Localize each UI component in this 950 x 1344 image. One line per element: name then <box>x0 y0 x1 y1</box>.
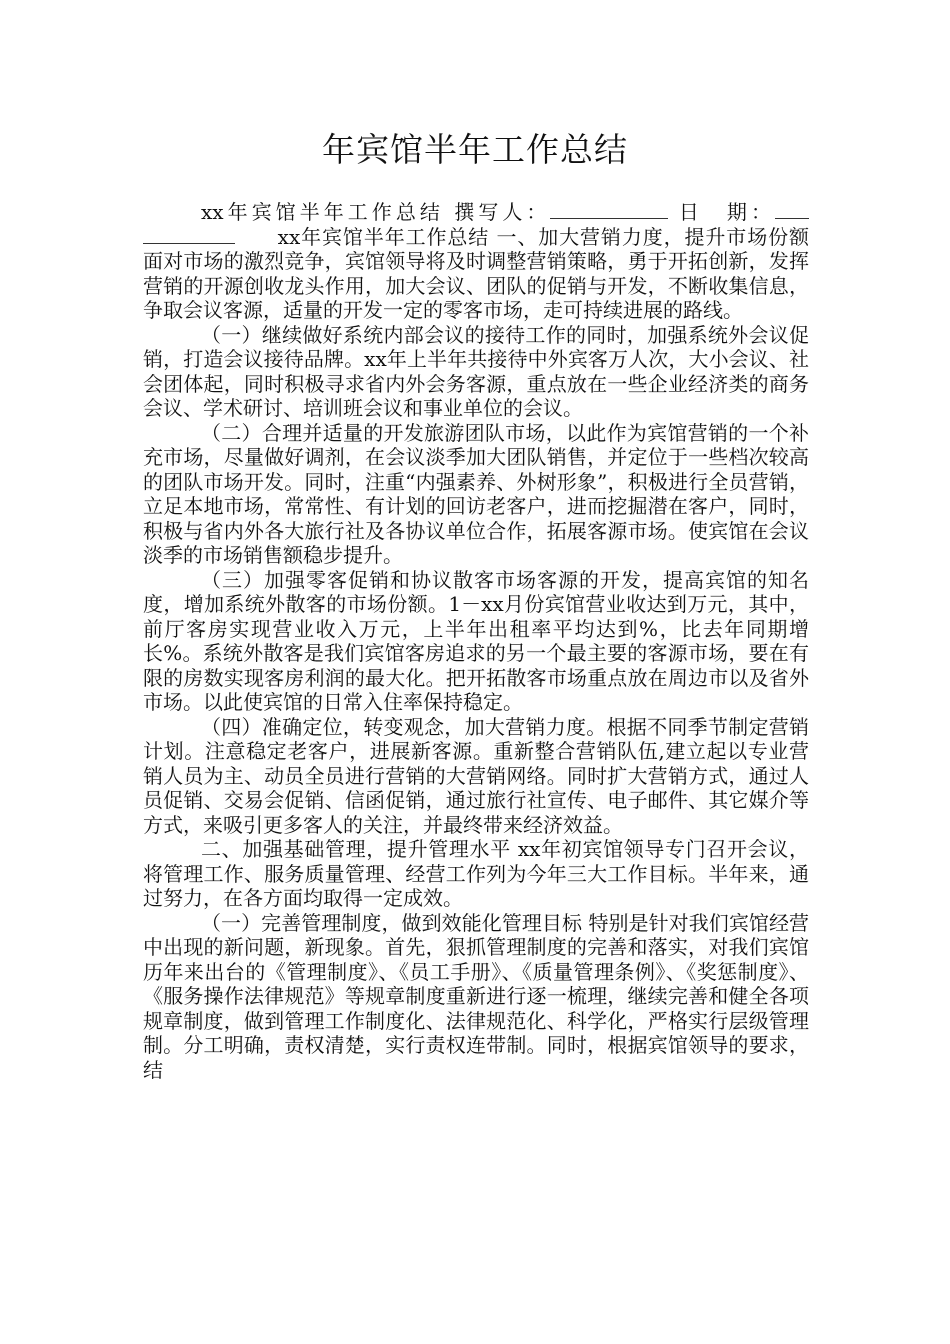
date-blank-continued <box>143 227 235 244</box>
date-label: 日 期： <box>668 200 776 224</box>
intro-text: xx年宾馆半年工作总结 一、加大营销力度，提升市场份额 面对市场的激烈竞争，宾馆领导将及时调整营销策略，勇于开拓创新，发挥营销的开源创收龙头作用，加大会议、团队的促销与开发，不断收集信息，争取会议客源，适量的开发一定的零客市场，走可持续进展的路线。 <box>143 224 809 322</box>
body-paragraph: （一）完善管理制度，做到效能化管理目标 特别是针对我们宾馆经营中出现的新问题，新现象。首先，狠抓管理制度的完善和落实，对我们宾馆历年来出台的《管理制度》、《员工手册》、《质量管理条例》、《奖惩制度》、《服务操作法律规范》等规章制度重新进行逐一梳理，继续完善和健全各项规章制度，做到管理工作制度化、法律规范化、科学化，严格实行层级管理制。分工明确，责权清楚，实行责权连带制。同时，根据宾馆领导的要求，结 <box>143 910 809 1082</box>
body-paragraph: （四）准确定位，转变观念，加大营销力度。根据不同季节制定营销计划。注意稳定老客户，进展新客源。重新整合营销队伍,建立起以专业营销人员为主、动员全员进行营销的大营销网络。同时扩大营销方式，通过人员促销、交易会促销、信函促销，通过旅行社宣传、电子邮件、其它媒介等方式，来吸引更多客人的关注，并最终带来经济效益。 <box>143 714 809 837</box>
body-paragraph: 二、加强基础管理，提升管理水平 xx年初宾馆领导专门召开会议，将管理工作、服务质量管理、经营工作列为今年三大工作目标。半年来，通过努力，在各方面均取得一定成效。 <box>143 837 809 910</box>
body-paragraph: （一）继续做好系统内部会议的接待工作的同时，加强系统外会议促销，打造会议接待品牌。xx年上半年共接待中外宾客万人次，大小会议、社会团体起，同时积极寻求省内外会务客源，重点放在一些企业经济类的商务会议、学术研讨、培训班会议和事业单位的会议。 <box>143 322 809 420</box>
header-lead: xx年宾馆半年工作总结 撰写人： <box>201 200 551 224</box>
author-blank <box>550 202 668 219</box>
header-paragraph <box>143 200 809 323</box>
document-title: 年宾馆半年工作总结 <box>322 130 628 169</box>
document-body <box>143 200 809 1082</box>
body-paragraph: （二）合理并适量的开发旅游团队市场，以此作为宾馆营销的一个补充市场，尽量做好调剂，在会议淡季加大团队销售，并定位于一些档次较高的团队市场开发。同时，注重“内强素养、外树形象”，积极进行全员营销，立足本地市场，常常性、有计划的回访老客户，进而挖掘潜在客户，同时，积极与省内外各大旅行社及各协议单位合作，拓展客源市场。使宾馆在会议淡季的市场销售额稳步提升。 <box>143 420 809 567</box>
body-paragraph: （三）加强零客促销和协议散客市场客源的开发，提高宾馆的知名度，增加系统外散客的市场份额。1－xx月份宾馆营业收达到万元，其中，前厅客房实现营业收入万元，上半年出租率平均达到%，比去年同期增长%。系统外散客是我们宾馆客房追求的另一个最主要的客源市场，要在有限的房数实现客房利润的最大化。把开拓散客市场重点放在周边市以及省外市场。以此使宾馆的日常入住率保持稳定。 <box>143 567 809 714</box>
date-blank <box>775 202 809 219</box>
